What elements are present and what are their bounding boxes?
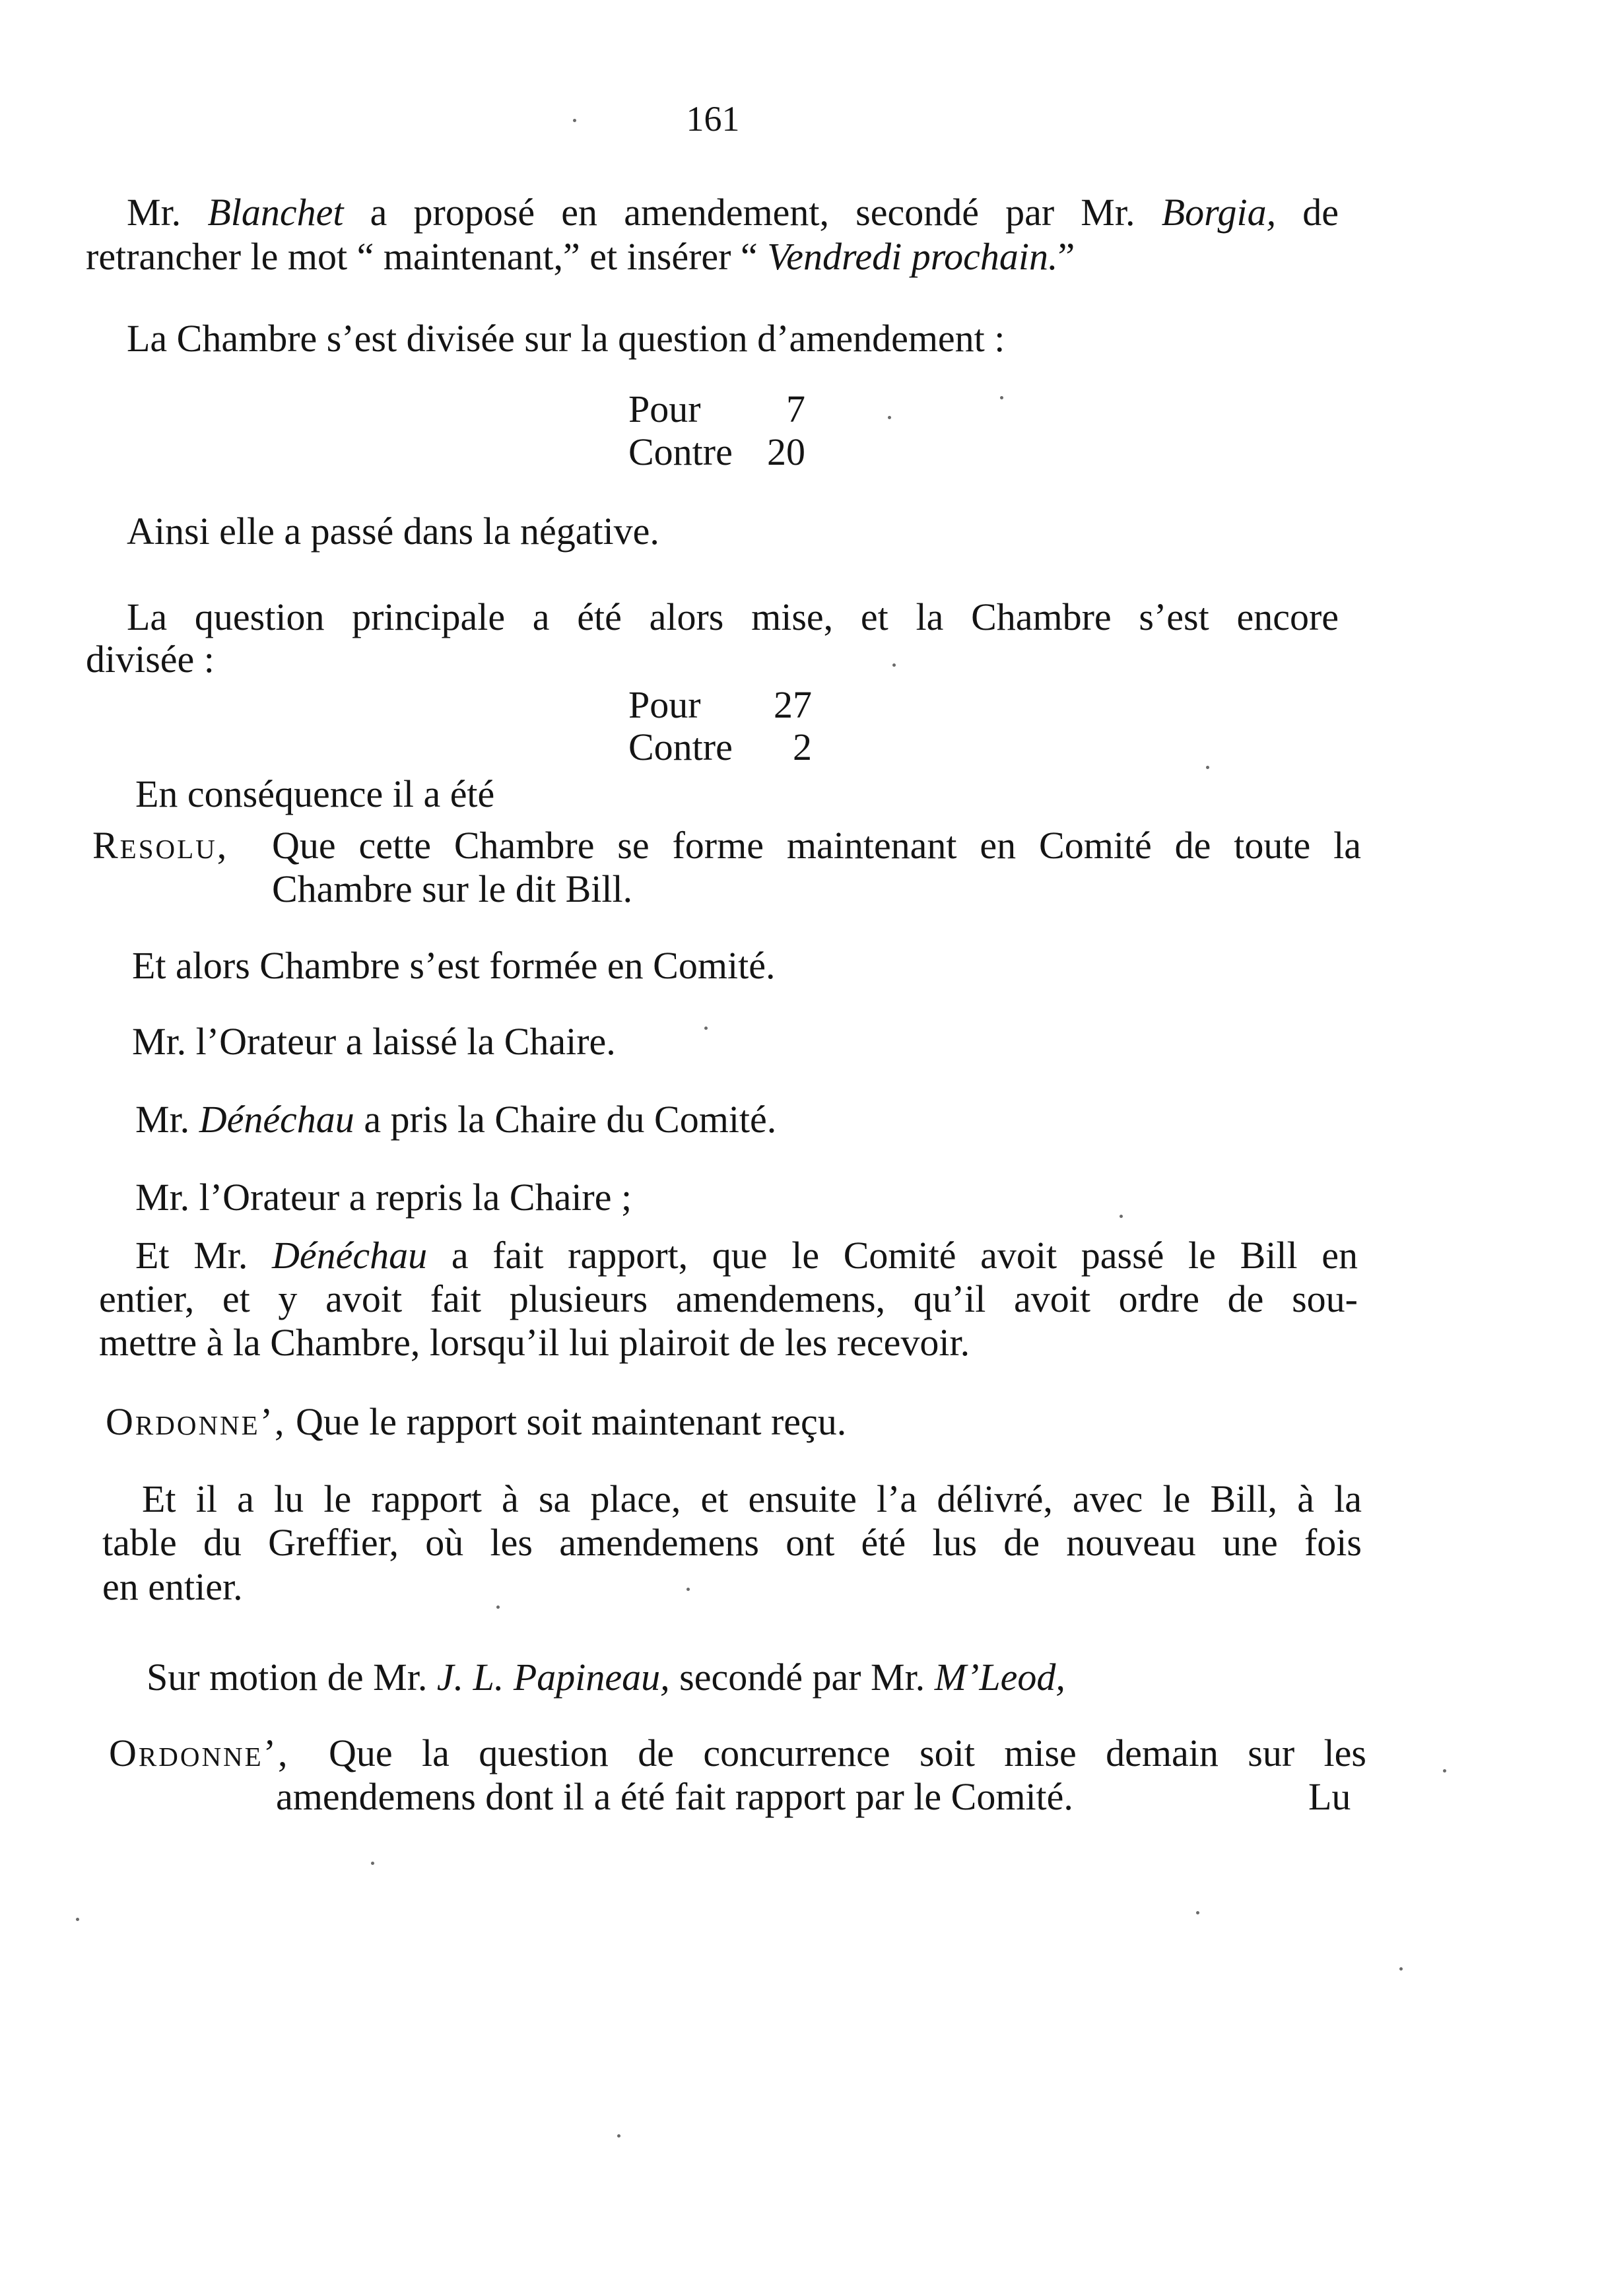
scan-speck xyxy=(617,2134,620,2138)
member-name-denechau: Dénéchau xyxy=(272,1234,428,1277)
division-2-line-1: La question principale a été alors mise, et la Chambre s’est encore xyxy=(127,595,1339,638)
read-line-1: Et il a lu le rapport à sa place, et ensuite l’a délivré, avec le Bill, à la xyxy=(142,1477,1362,1520)
member-name-papineau: J. L. Papineau, xyxy=(436,1656,670,1699)
scan-speck xyxy=(1443,1769,1446,1773)
report-line-1 xyxy=(135,1234,1358,1277)
scan-speck xyxy=(1000,396,1003,399)
page-number: 161 xyxy=(686,99,740,139)
resolu-line-1: Que cette Chambre se forme maintenant en Comité de toute la xyxy=(272,824,1361,867)
amendment-text: retrancher le mot “ maintenant,” et insérer “ xyxy=(86,235,768,278)
resolu-label: Resolu, xyxy=(92,824,229,867)
scan-speck xyxy=(686,1588,690,1591)
consequence-text: En conséquence il a été xyxy=(135,772,495,815)
member-name-blanchet: Blanchet xyxy=(207,191,344,234)
ordonne-2-line-1: Que la question de concurrence soit mise demain sur les xyxy=(329,1732,1366,1774)
speaker-left-chair: Mr. l’Orateur a laissé la Chaire. xyxy=(132,1020,616,1063)
catchword: Lu xyxy=(1308,1775,1351,1818)
motion-text: Sur motion de Mr. xyxy=(147,1656,437,1699)
ordonne-2-label: Ordonne’, xyxy=(109,1732,290,1774)
scan-speck xyxy=(76,1918,79,1921)
report-line-3: mettre à la Chambre, lorsqu’il lui plairoit de les recevoir. xyxy=(99,1321,970,1364)
amendment-text: Mr. xyxy=(127,191,208,234)
scan-speck xyxy=(1120,1215,1123,1218)
amendment-text: a proposé en amendement, secondé par Mr. xyxy=(343,191,1162,234)
division-1-contre-label: Contre xyxy=(628,430,733,473)
scan-speck xyxy=(892,663,896,667)
division-2-pour-value: 27 xyxy=(774,683,812,726)
committee-formed: Et alors Chambre s’est formée en Comité. xyxy=(132,944,776,987)
resolu-line-2: Chambre sur le dit Bill. xyxy=(272,867,633,910)
member-name-borgia: Borgia, xyxy=(1161,191,1277,234)
motion-text: secondé par Mr. xyxy=(669,1656,935,1699)
motion-line xyxy=(147,1656,1065,1699)
division-1-text: La Chambre s’est divisée sur la question d’amendement : xyxy=(127,317,1005,360)
report-line-2: entier, et y avoit fait plusieurs amendemens, qu’il avoit ordre de sou- xyxy=(99,1277,1358,1320)
member-name-denechau: Dénéchau xyxy=(199,1098,354,1141)
ordonne-2-line-2: amendemens dont il a été fait rapport par le Comité. xyxy=(276,1775,1073,1818)
scan-speck xyxy=(573,119,576,122)
scan-speck xyxy=(1206,766,1209,769)
member-name-mleod: M’Leod, xyxy=(934,1656,1065,1699)
division-1-pour-label: Pour xyxy=(628,388,701,430)
amendment-line-1 xyxy=(127,191,1339,234)
division-2-pour-label: Pour xyxy=(628,683,701,726)
division-2-contre-value: 2 xyxy=(793,726,812,768)
amendment-text: ” xyxy=(1057,235,1075,278)
read-line-3: en entier. xyxy=(102,1565,243,1608)
division-1-contre-value: 20 xyxy=(767,430,805,473)
scan-speck xyxy=(496,1605,500,1609)
amendment-phrase: Vendredi prochain. xyxy=(767,235,1058,278)
chair-text: Mr. xyxy=(135,1098,199,1141)
read-line-2: table du Greffier, où les amendemens ont été lus de nouveau une fois xyxy=(102,1521,1362,1564)
division-2-contre-label: Contre xyxy=(628,726,733,768)
amendment-line-2 xyxy=(86,235,1075,279)
scan-speck xyxy=(1399,1967,1403,1971)
ordonne-1 xyxy=(106,1400,846,1444)
ordonne-label: Ordonne’, xyxy=(106,1400,286,1443)
division-2-line-2: divisée : xyxy=(86,638,215,681)
scan-speck xyxy=(704,1027,708,1030)
report-text: Et Mr. xyxy=(135,1234,273,1277)
denechau-took-chair xyxy=(135,1098,776,1141)
scan-speck xyxy=(1196,1911,1199,1914)
scan-speck xyxy=(371,1862,374,1865)
ordonne-text: Que le rapport soit maintenant reçu. xyxy=(296,1400,847,1443)
amendment-text: de xyxy=(1276,191,1339,234)
chair-text: a pris la Chaire du Comité. xyxy=(354,1098,777,1141)
scan-speck xyxy=(888,416,891,419)
report-text: a fait rapport, que le Comité avoit passé le Bill en xyxy=(427,1234,1358,1277)
speaker-resumed-chair: Mr. l’Orateur a repris la Chaire ; xyxy=(135,1176,632,1219)
division-1-pour-value: 7 xyxy=(786,388,805,430)
negative-result: Ainsi elle a passé dans la négative. xyxy=(127,510,659,553)
